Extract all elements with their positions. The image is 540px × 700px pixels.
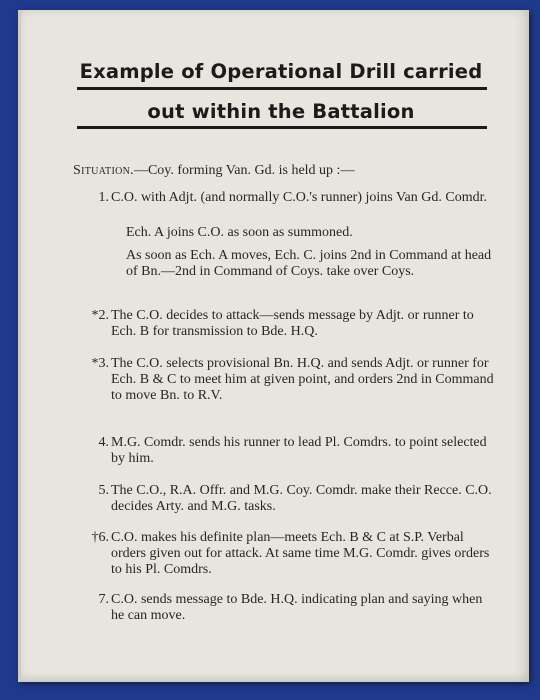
item-number: 1. (98, 190, 109, 205)
situation-line (73, 163, 354, 179)
drill-item-1-sub-2: As soon as Ech. A moves, Ech. C. joins 2nd in Command at head of Bn.—2nd in Command of Coys. take over Coys. (126, 248, 492, 279)
situation-text: —Coy. forming Van. Gd. is held up :— (133, 163, 355, 178)
item-number: *2. (91, 308, 109, 323)
page-title-line-2: out within the Battalion (147, 100, 415, 123)
item-text: The C.O., R.A. Offr. and M.G. Coy. Comdr. make their Recce. C.O. decides Arty. and M.G. tasks. (111, 483, 492, 514)
item-text: The C.O. selects provisional Bn. H.Q. and sends Adjt. or runner for Ech. B & C to meet him at given point, and orders 2nd in Command to move Bn. to R.V. (111, 356, 494, 403)
drill-item-1-sub-1: Ech. A joins C.O. as soon as summoned. (126, 225, 353, 240)
item-number: †6. (91, 530, 109, 545)
item-text: The C.O. decides to attack—sends message by Adjt. or runner to Ech. B for transmission to Bde. H.Q. (111, 308, 474, 339)
item-number: 7. (98, 592, 109, 607)
item-text: M.G. Comdr. sends his runner to lead Pl. Comdrs. to point selected by him. (111, 435, 487, 466)
item-text: C.O. sends message to Bde. H.Q. indicating plan and saying when he can move. (111, 592, 483, 623)
title-rule-bottom (77, 126, 487, 129)
page-title-line-1: Example of Operational Drill carried (79, 60, 483, 83)
item-text: C.O. with Adjt. (and normally C.O.'s runner) joins Van Gd. Comdr. (111, 190, 487, 205)
title-rule-top (77, 87, 487, 90)
document-page (18, 10, 529, 682)
item-number: 4. (98, 435, 109, 450)
item-number: *3. (91, 356, 109, 371)
situation-label: Situation. (73, 163, 134, 178)
item-text: C.O. makes his definite plan—meets Ech. B & C at S.P. Verbal orders given out for attack. At same time M.G. Comdr. gives orders to his Pl. Comdrs. (111, 530, 490, 577)
item-number: 5. (98, 483, 109, 498)
